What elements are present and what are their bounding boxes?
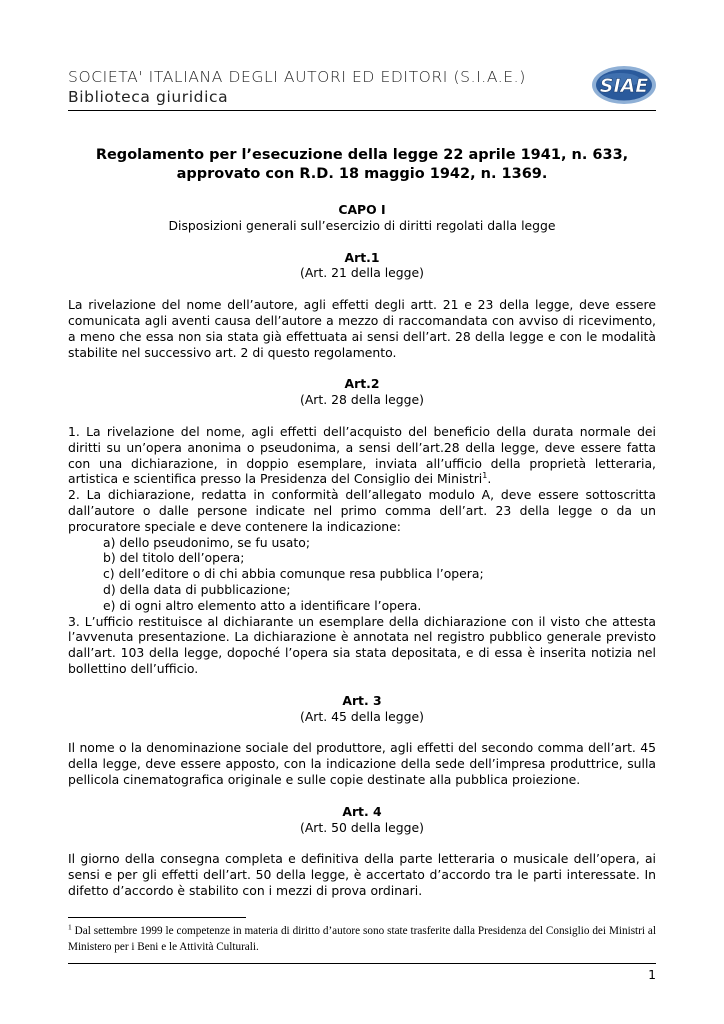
siae-logo: [590, 63, 658, 107]
list-item: d) della data di pubblicazione;: [103, 581, 291, 597]
article-3-text: Il nome o la denominazione sociale del produttore, agli effetti del secondo comma dell’art. 45 della legge, deve essere apposto, con la indicazione della sede dell’impresa produttrice, sulla pellicola cinematografica originale e sulle copie destinate alla pubblica proiezione.: [68, 740, 656, 787]
article-4-text: Il giorno della consegna completa e definitiva della parte letteraria o musicale dell’opera, ai sensi e per gli effetti dell’art. 50 della legge, è accertato d’accordo tra le parti interessate. In difetto d’accordo è stabilito con i mezzi di prova ordinari.: [68, 851, 656, 898]
article-2-paragraph-1-text: 1. La rivelazione del nome, agli effetti dell’acquisto del beneficio della durata normale dei diritti su un’opera anonima o pseudonima, a sensi dell’art.28 della legge, deve essere fatta con una dichiarazione, in doppio esemplare, inviata all’ufficio della proprietà letteraria, artistica e scientifica presso la Presidenza del Consiglio dei Ministri: [68, 423, 656, 487]
list-item: b) del titolo dell’opera;: [103, 550, 245, 566]
article-2-paragraph-1-end: .: [487, 471, 492, 487]
footnote: [68, 923, 656, 955]
article-2-reference: (Art. 28 della legge): [299, 392, 424, 408]
article-2-title: Art.2: [344, 376, 380, 392]
list-item: c) dell’editore o di chi abbia comunque resa pubblica l’opera;: [103, 566, 484, 582]
document-body: [68, 202, 656, 899]
logo-text: SIAE: [599, 75, 649, 97]
article-1-title: Art.1: [344, 249, 380, 265]
header-subtitle: Biblioteca giuridica: [68, 88, 229, 106]
article-2-list: [68, 535, 656, 614]
footnote-reference[interactable]: 1: [482, 471, 488, 481]
footer-rule: [68, 963, 656, 964]
document-title: [68, 146, 656, 184]
article-4-reference: (Art. 50 della legge): [299, 819, 424, 835]
article-1-reference: (Art. 21 della legge): [299, 265, 424, 281]
footnote-rule: [68, 917, 246, 918]
page-number: 1: [648, 967, 656, 982]
article-3-reference: (Art. 45 della legge): [299, 708, 424, 724]
footnote-text: Dal settembre 1999 le competenze in materia di diritto d’autore sono state trasferite dalla Presidenza del Consiglio dei Ministri al Ministero per i Beni e le Attività Culturali.: [68, 925, 656, 953]
footnote-marker: 1: [68, 922, 72, 932]
article-4-title: Art. 4: [342, 803, 382, 819]
document-title-line-2: approvato con R.D. 18 maggio 1942, n. 1369.: [176, 166, 548, 182]
header-rule: [68, 110, 656, 111]
article-2-paragraph-2: 2. La dichiarazione, redatta in conformità dell’allegato modulo A, deve essere sottoscritta dall’autore o dalle persone indicate nel primo comma dell’art. 23 della legge o da un procuratore speciale e deve contenere la indicazione:: [68, 487, 656, 534]
article-2-paragraph-3: 3. L’ufficio restituisce al dichiarante un esemplare della dichiarazione con il visto che attesta l’avvenuta presentazione. La dichiarazione è annotata nel registro pubblico generale previsto dall’art. 103 della legge, dopoché l’opera sia stata depositata, e di essa è inserita notizia nel bollettino dell’ufficio.: [68, 613, 656, 676]
header-organization: SOCIETA' ITALIANA DEGLI AUTORI ED EDITORI (S.I.A.E.): [68, 68, 526, 86]
capo-title: CAPO I: [338, 202, 386, 217]
article-1-text: La rivelazione del nome dell’autore, agli effetti degli artt. 21 e 23 della legge, deve essere comunicata agli aventi causa dell’autore a mezzo di raccomandata con avviso di ricevimento, a meno che essa non sia stata già effettuata ai sensi dell’art. 28 della legge e con le modalità stabilite nel successivo art. 2 di questo regolamento.: [68, 297, 656, 360]
document-title-line-1: Regolamento per l’esecuzione della legge 22 aprile 1941, n. 633,: [95, 147, 629, 163]
capo-subtitle: Disposizioni generali sull’esercizio di diritti regolati dalla legge: [168, 217, 556, 233]
article-2-paragraph-1: [68, 424, 656, 487]
list-item: a) dello pseudonimo, se fu usato;: [103, 534, 311, 550]
list-item: e) di ogni altro elemento atto a identificare l’opera.: [103, 597, 422, 613]
article-3-title: Art. 3: [342, 692, 382, 708]
